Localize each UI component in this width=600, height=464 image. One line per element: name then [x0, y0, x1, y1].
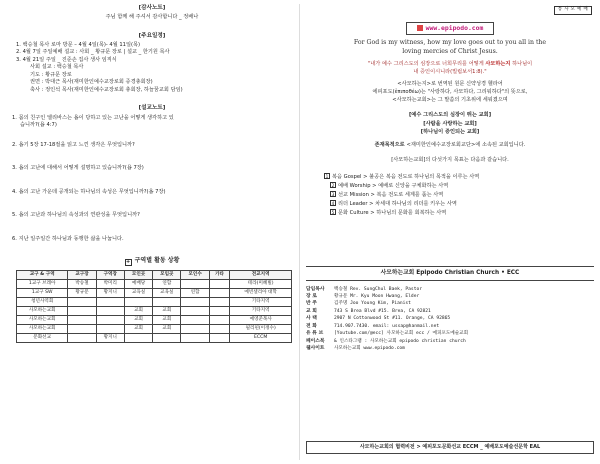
goal-text: 복음 Gospel > 불공은 복음 전도로 하나님의 목적을 이루는 사역	[332, 173, 480, 180]
question-line: 1. 몸의 친구인 엘리바스는 욥이 당하고 있는 고난을 어떻게 생각하고 있	[12, 114, 174, 121]
table-cell: 황규문	[68, 289, 96, 298]
info-row	[306, 330, 594, 337]
affiliation	[306, 142, 594, 150]
sermon-question	[12, 115, 296, 130]
goal-text: 선교 Mission > 복음 전도로 세계를 품는 사역	[338, 191, 444, 198]
goal-text: 예배 Worship > 예배로 신앙을 구체화하는 사역	[338, 182, 449, 189]
table-cell: 교육실	[153, 289, 181, 298]
table-cell	[124, 334, 152, 343]
table-cell	[96, 316, 124, 325]
meaning-block	[306, 81, 594, 104]
mission-line: [사람을 사랑하는 교회]	[423, 120, 477, 127]
info-label: 사 택	[306, 316, 317, 322]
sermon-question	[12, 212, 296, 220]
table-cell	[153, 334, 181, 343]
info-row	[306, 315, 594, 322]
table-cell	[181, 298, 209, 307]
table-cell	[209, 289, 230, 298]
table-cell: 1교구 SW	[17, 289, 68, 298]
table-cell	[181, 280, 209, 289]
table-row	[17, 316, 292, 325]
table-row	[17, 280, 292, 289]
table-cell	[181, 316, 209, 325]
table-cell: 교회	[124, 316, 152, 325]
table-cell	[209, 316, 230, 325]
goal-number: 5	[331, 210, 335, 216]
schedule-detail: 권면 : 박대근 목사(재미한인예수교장로회 증경총회장)	[30, 79, 153, 86]
mission-line: [예수 그리스도의 심장이 뛰는 교회]	[408, 112, 492, 119]
question-line: 4. 욥의 고난 가운데 공개되는 하나님의 속성은 무엇입니까?(욥 7장)	[12, 188, 166, 195]
schedule-detail: 기도 : 황규문 장로	[30, 71, 72, 78]
info-row	[306, 323, 594, 330]
grape-icon	[417, 25, 423, 31]
table-cell	[209, 325, 230, 334]
table-cell	[68, 334, 96, 343]
footer-vision: 사모하는교회의 협력비전 > 예피포도문화선교 ECCM _ 예배포도예술선문학 EAL	[306, 441, 594, 454]
table-cell	[68, 307, 96, 316]
col-header: 모인수	[181, 271, 209, 280]
table-cell: 기타지역	[230, 298, 292, 307]
table-cell: 사모하는교회	[17, 307, 68, 316]
goals-intro: [사모하는교회]의 다섯가지 목표는 다음과 같습니다.	[391, 157, 509, 164]
info-value: & 인스타그램 : 사모하는교회 epipodo christian church	[334, 338, 466, 344]
table-row	[17, 298, 292, 307]
col-header: 교구장	[68, 271, 96, 280]
verse-line: loving mercies of Christ Jesus.	[402, 47, 498, 55]
table-cell	[209, 298, 230, 307]
goal-item	[324, 191, 594, 200]
meaning-line: 에피포도(ἐπιποθέω)는 "사랑하다, 사모하다, 그리워하다"의 뜻으로,	[372, 88, 528, 95]
table-header-row	[17, 271, 292, 280]
right-column	[306, 4, 594, 460]
table-cell: 황지니	[96, 334, 124, 343]
col-header: 가타	[209, 271, 230, 280]
table-cell	[181, 334, 209, 343]
info-value: [Youtube.com/@ecc] 사모하는교회 ecc / 예피포도예술교회	[334, 331, 469, 337]
sermon-question	[12, 236, 296, 244]
table-cell	[209, 307, 230, 316]
table-cell: 교회	[124, 325, 152, 334]
goals-list	[324, 173, 594, 218]
info-label: 웹사이트	[306, 345, 325, 351]
sermon-question	[12, 189, 296, 197]
verse-text: 하나님이	[510, 61, 533, 67]
cross-icon: +	[126, 259, 131, 266]
table-cell	[96, 325, 124, 334]
mission-block	[306, 111, 594, 135]
goal-number: 1	[325, 173, 329, 179]
info-label: 담임목사	[306, 286, 325, 292]
info-row	[306, 300, 594, 307]
info-row	[306, 286, 594, 293]
schedule-detail: 사회 설교 : 백승철 목사	[30, 64, 84, 71]
activity-title: 구역별 활동 상황	[134, 257, 180, 265]
info-label: 전 화	[306, 323, 317, 329]
table-cell	[68, 316, 96, 325]
activity-table	[16, 270, 292, 343]
col-header: 교구 & 구역	[17, 271, 68, 280]
goal-item	[324, 173, 594, 182]
col-header: 전교지역	[230, 271, 292, 280]
church-name: 사모하는교회 Epipodo Christian Church • ECC	[306, 266, 594, 280]
info-label: 장 로	[306, 293, 317, 299]
info-value: 714.907.7430. email: ussap@hanmail.net	[334, 323, 440, 329]
question-line: 2. 욥기 5장 17-18절을 읽고 느낀 생각은 무엇입니까?	[12, 141, 135, 148]
table-cell: 테라(미혜빌)	[230, 280, 292, 289]
info-row	[306, 308, 594, 315]
affiliation-lead: 존재목적으로	[374, 141, 407, 148]
table-cell	[181, 325, 209, 334]
table-cell: ECCM	[230, 334, 292, 343]
goal-text: 문화 Culture > 하나님의 문화를 회복하는 사역	[338, 210, 447, 217]
info-row	[306, 345, 594, 352]
table-cell	[96, 298, 124, 307]
header-badge: 통 사 모 예 배	[554, 6, 592, 15]
table-cell: 사모하는교회	[17, 325, 68, 334]
table-cell	[68, 298, 96, 307]
table-cell: 연합	[153, 280, 181, 289]
table-row	[17, 307, 292, 316]
table-row	[17, 334, 292, 343]
table-cell	[181, 307, 209, 316]
question-line: 3. 욥의 고난에 대해서 어떻게 설명하고 있습니까?(욥 7장)	[12, 165, 144, 172]
verse-text: "내가 예수 그리스도의 심장으로 너희무리를 어떻게	[367, 61, 486, 67]
website-row	[306, 22, 594, 35]
table-cell	[68, 325, 96, 334]
goal-item	[324, 209, 594, 218]
table-cell: 예배당	[124, 280, 152, 289]
goal-item	[324, 200, 594, 209]
table-cell	[153, 298, 181, 307]
verse-emphasis: 사모하는지	[485, 61, 511, 67]
verse-korean	[306, 61, 594, 76]
verse-english	[306, 39, 594, 56]
table-cell: 문화선교	[17, 334, 68, 343]
left-column	[8, 4, 296, 460]
verse-line: For God is my witness, how my love goes out to you all in the	[353, 39, 547, 47]
info-label: 교 회	[306, 308, 317, 314]
table-cell: 교회	[153, 307, 181, 316]
table-cell: 예영준목사	[230, 316, 292, 325]
info-value: 743 S Brea Blvd #15. Brea, CA 92821	[334, 308, 431, 314]
sermon-question	[12, 142, 296, 150]
table-cell: 교회	[153, 316, 181, 325]
col-header: 모인곳	[124, 271, 152, 280]
table-cell: 사모하는교회	[17, 316, 68, 325]
goal-text: 리더 Leader > 차세대 하나님의 리더를 키우는 사역	[338, 200, 457, 207]
website-link[interactable]	[406, 22, 495, 35]
table-cell	[209, 334, 230, 343]
verse-text: 내 증인이시니라(빌립보서1:8)."	[413, 68, 487, 75]
question-line: 5. 욥의 고난과 하나님의 속성과의 연관성을 무엇입니까?	[12, 212, 140, 219]
schedule-item: 3. 4월 21일 주일 _ 진준손 집사 생사 임직식	[16, 56, 117, 63]
table-cell: 박미리	[96, 280, 124, 289]
schedule-title: [주요일정]	[138, 32, 166, 39]
church-info	[306, 286, 594, 353]
meaning-line: <사모하는지>로 번역된 원문 신약성경 헬라어	[397, 81, 503, 88]
table-cell: 연합	[181, 289, 209, 298]
table-cell: 황지니	[96, 289, 124, 298]
table-cell: 기타지역	[230, 307, 292, 316]
table-cell: 교회	[124, 307, 152, 316]
table-cell: 청년사역회	[17, 298, 68, 307]
question-line: 6. 지난 일주일간 하나님과 동행한 삶을 나눕니다.	[12, 235, 124, 242]
website-text: www.epipodo.com	[425, 24, 484, 32]
info-value: 황규문 Mr. Kyu Moon Hwang, Elder	[334, 293, 420, 299]
schedule-item: 1. 백승철 목사 로마 방문 – 4월 4일(목)- 4월 11일(목)	[16, 41, 141, 48]
table-row	[17, 325, 292, 334]
mission-line: [하나님이 증인되는 교회]	[420, 128, 480, 135]
info-label: 페이스북	[306, 338, 325, 344]
info-value: 사모하는교회 www.epipodo.com	[334, 345, 405, 351]
sermon-question	[12, 165, 296, 173]
info-value: 김주명 Joo Young Kim, Pianist	[334, 301, 411, 307]
table-cell	[96, 307, 124, 316]
table-cell: 교회	[153, 325, 181, 334]
info-value: 백승철 Rev. SungChul Baek, Pastor	[334, 286, 422, 292]
table-row	[17, 289, 292, 298]
gratitude-text: 주님 함께 해 주셔서 감사합니다 _ 정배나	[105, 14, 199, 21]
info-value: 2907 N Cottonwood St #11. Orange, CA 92865	[334, 316, 451, 322]
goal-item	[324, 182, 594, 191]
table-cell: 예빈셀리아 대학	[230, 289, 292, 298]
table-cell: 1교구 브레아	[17, 280, 68, 289]
info-row	[306, 293, 594, 300]
table-cell: 교육실	[124, 289, 152, 298]
question-line: 습니까?(욥 4:7)	[20, 122, 57, 129]
activity-title-row	[8, 257, 296, 266]
affiliation-denomination: <재미한인예수교장로회교단>	[406, 141, 476, 148]
col-header: 모임곳	[153, 271, 181, 280]
goal-number: 2	[331, 182, 335, 188]
info-label: 유 튜 브	[306, 331, 324, 337]
goal-number: 4	[331, 200, 335, 206]
gratitude-title: [감사노트]	[138, 5, 166, 11]
meaning-line: <사모하는교회>는 그 말씀의 기초위에 세워졌으며	[392, 96, 508, 103]
col-header: 구역장	[96, 271, 124, 280]
table-cell: 필리핀(이정수)	[230, 325, 292, 334]
column-divider	[299, 4, 300, 460]
table-cell	[124, 298, 152, 307]
schedule-item: 2. 4월 7일 주일예배 설교 : 사회 _ 황규문 장로 | 설교 _ 한기원 목사	[16, 49, 170, 56]
sermon-title: [설교노트]	[138, 105, 166, 112]
table-cell	[209, 280, 230, 289]
schedule-detail: 축사 : 정인석 목사(재미한인예수교장로회 총회장, 하늘꿈교회 담임)	[30, 86, 183, 93]
info-label: 반 주	[306, 301, 317, 307]
info-row	[306, 338, 594, 345]
affiliation-tail: 에 소속된 교회입니다.	[475, 141, 526, 148]
table-cell: 박승철	[68, 280, 96, 289]
goal-number: 3	[331, 191, 335, 197]
